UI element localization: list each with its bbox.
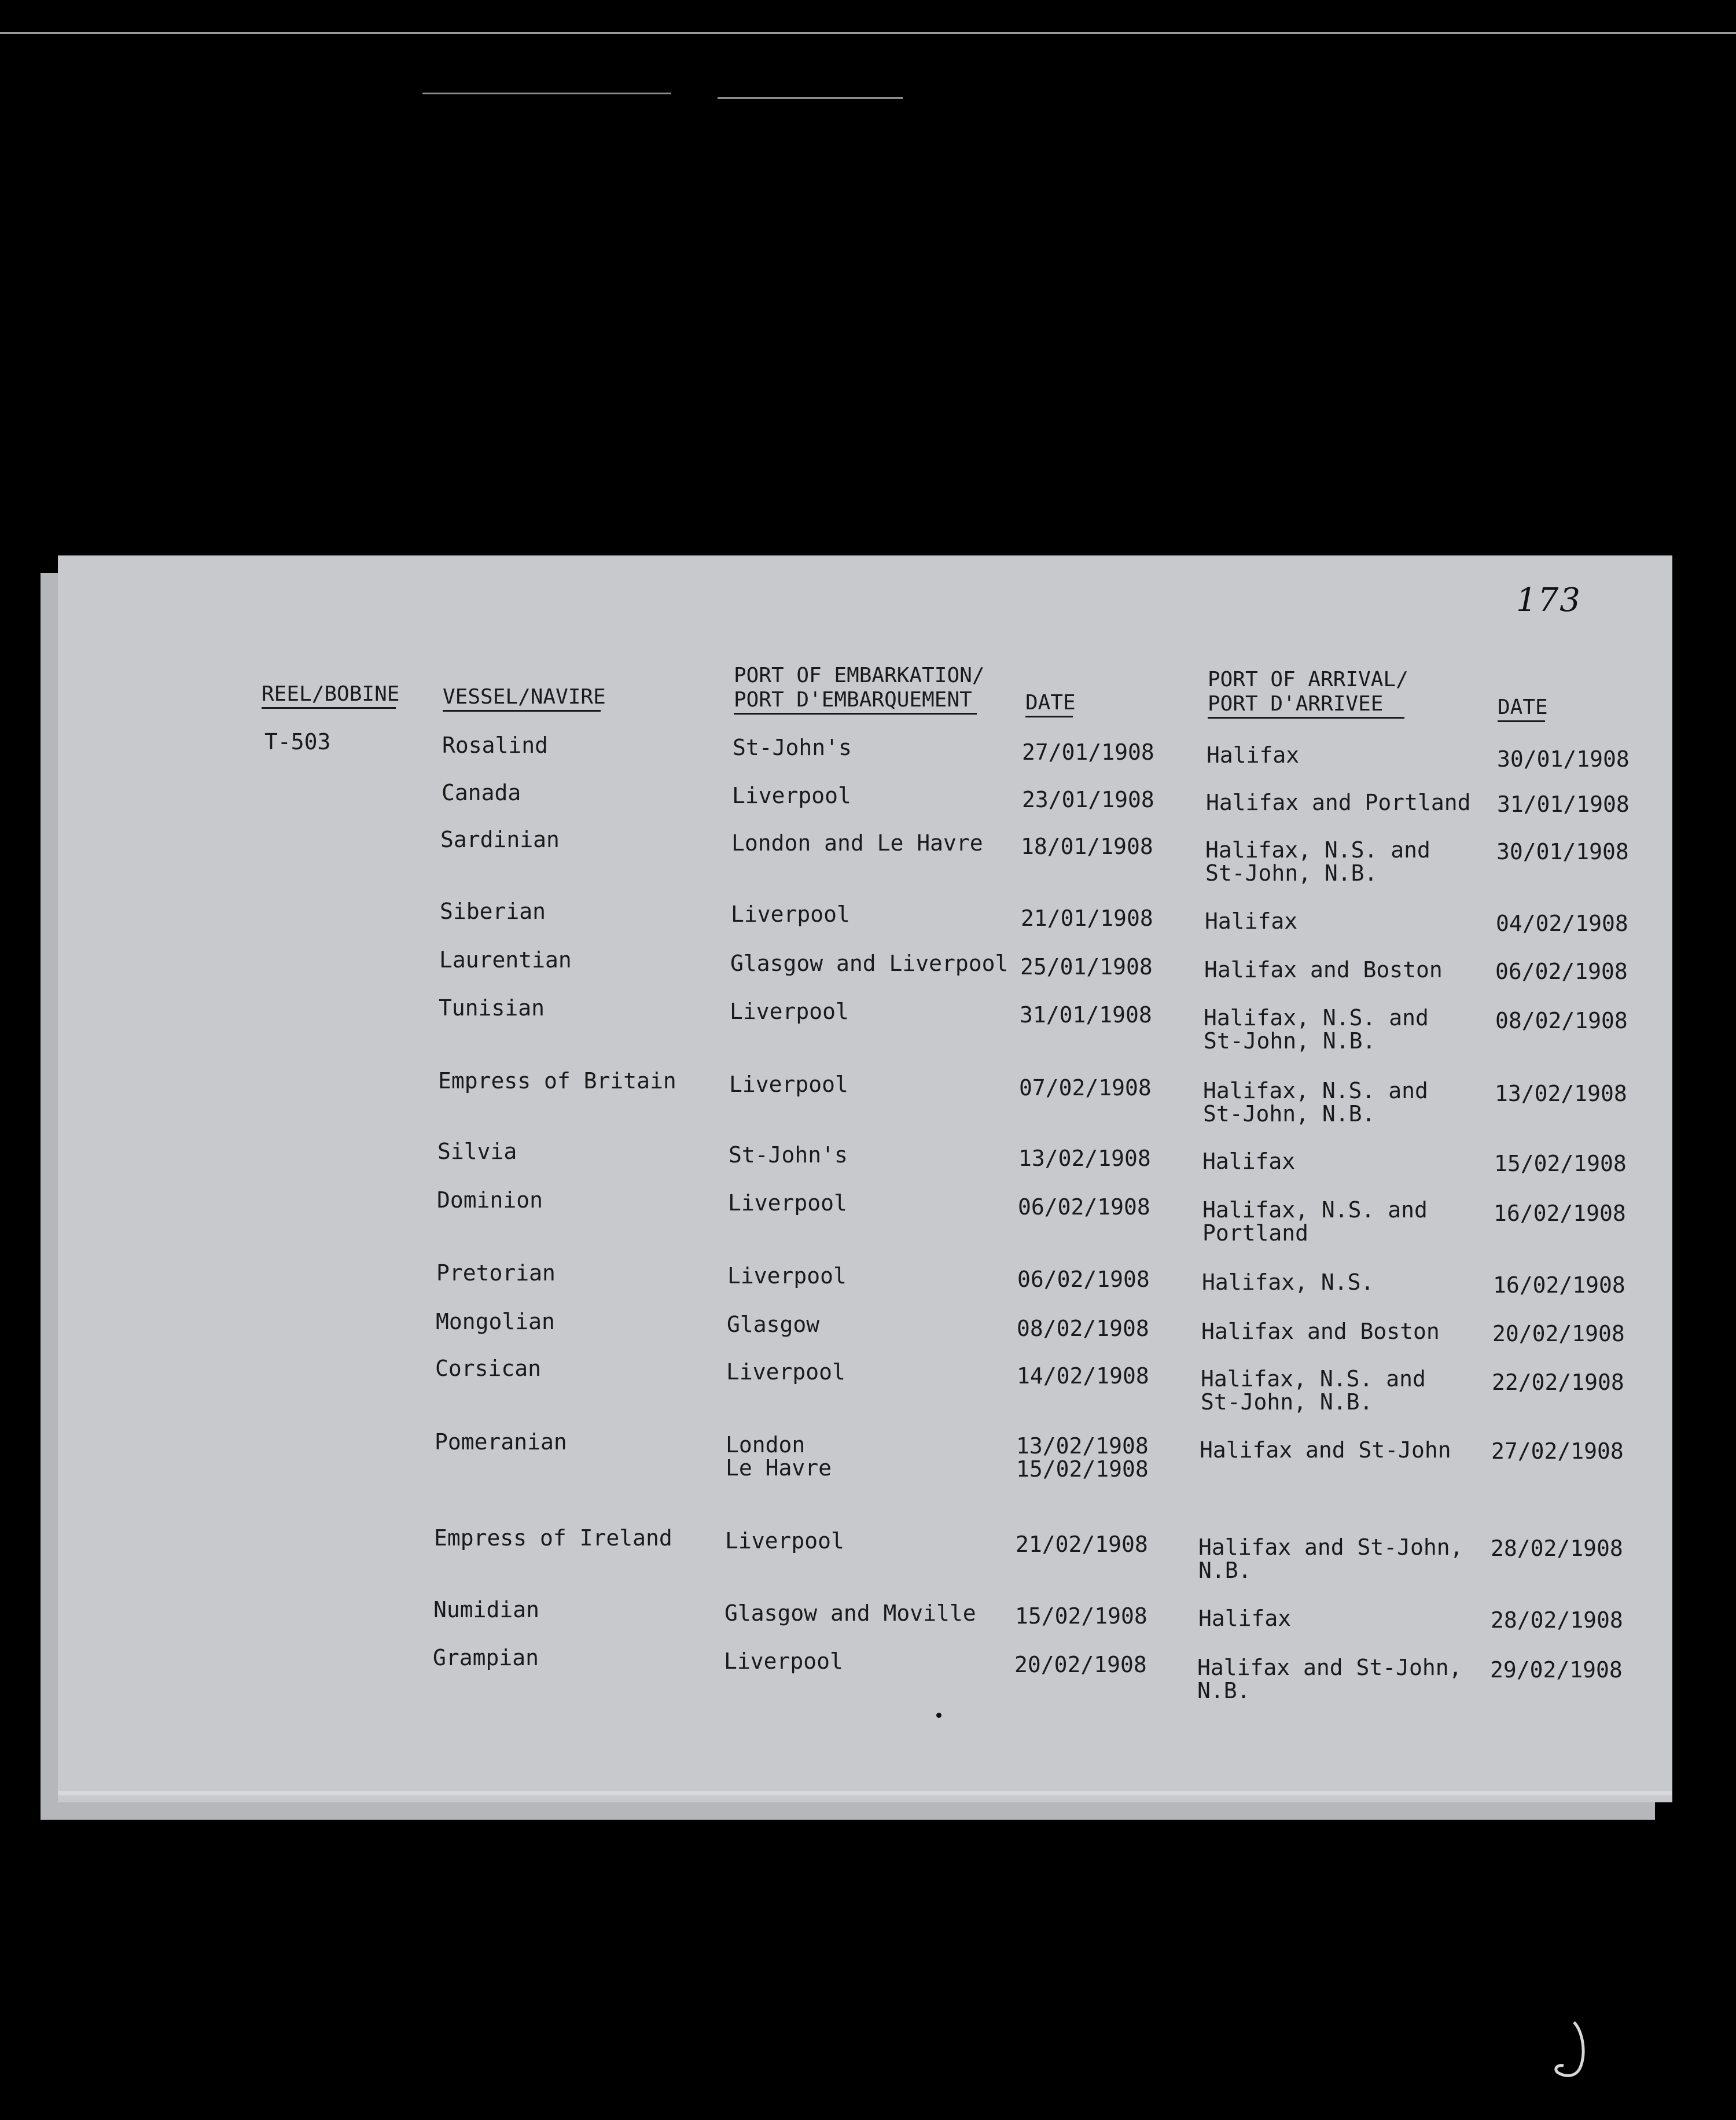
table-row-date-departure: 23/01/1908: [1022, 787, 1154, 812]
table-row-vessel: Rosalind: [442, 733, 549, 758]
table-row-date-departure: 20/02/1908: [1014, 1652, 1147, 1677]
table-row-arrival: Halifax and St-John, N.B.: [1197, 1655, 1462, 1703]
table-row-embark: Glasgow and Moville: [724, 1600, 976, 1626]
table-row-arrival: Halifax: [1198, 1606, 1292, 1631]
table-row-arrival: Halifax and St-John, N.B.: [1198, 1534, 1463, 1583]
table-row-date-arrival: 06/02/1908: [1495, 959, 1628, 984]
table-row-date-arrival: 13/02/1908: [1495, 1081, 1627, 1106]
table-row-embark: St-John's: [733, 735, 852, 760]
table-row-date-departure: 18/01/1908: [1021, 834, 1153, 859]
table-row-vessel: Grampian: [433, 1645, 539, 1670]
sheet-bottom-edge: [58, 1791, 1672, 1795]
header-date-arrival: DATE: [1498, 695, 1548, 719]
table-row-date-arrival: 28/02/1908: [1491, 1607, 1623, 1633]
table-row-arrival: Halifax: [1205, 908, 1298, 934]
scan-artifact-line: [718, 97, 903, 99]
table-row-embark: Liverpool: [725, 1528, 844, 1554]
table-row-vessel: Empress of Britain: [438, 1068, 676, 1094]
table-row-vessel: Tunisian: [439, 995, 545, 1021]
table-row-arrival: Halifax: [1207, 742, 1300, 768]
table-row-vessel: Pomeranian: [435, 1429, 567, 1455]
header-date-arrival-underline: [1498, 720, 1545, 722]
table-row-date-arrival: 27/02/1908: [1491, 1438, 1624, 1464]
table-row-date-arrival: 08/02/1908: [1495, 1008, 1628, 1033]
table-row-arrival: Halifax and Portland: [1206, 790, 1471, 815]
table-row-arrival: Halifax and Boston: [1204, 957, 1443, 982]
table-row-date-arrival: 04/02/1908: [1496, 911, 1628, 936]
scan-top-rule: [0, 32, 1736, 34]
table-row-date-departure: 21/01/1908: [1021, 906, 1153, 931]
ink-speck: [936, 1713, 941, 1718]
table-row-vessel: Corsican: [435, 1356, 542, 1381]
table-row-vessel: Dominion: [437, 1187, 543, 1213]
table-row-embark: Glasgow and Liverpool: [730, 951, 1009, 976]
table-row-date-arrival: 30/01/1908: [1497, 746, 1630, 772]
table-row-date-arrival: 22/02/1908: [1492, 1370, 1624, 1395]
table-row-arrival: Halifax, N.S. and St-John, N.B.: [1201, 1366, 1426, 1415]
header-reel-underline: [262, 707, 396, 709]
table-row-date-departure: 21/02/1908: [1016, 1532, 1148, 1557]
table-row-date-departure: 13/02/1908: [1018, 1146, 1151, 1171]
table-row-embark: St-John's: [729, 1142, 848, 1168]
table-row-date-arrival: 20/02/1908: [1492, 1321, 1625, 1346]
header-date-departure-underline: [1025, 716, 1073, 717]
corner-scribble-mark: [1551, 2019, 1591, 2083]
table-row-arrival: Halifax, N.S. and Portland: [1202, 1197, 1428, 1246]
table-row-embark: Liverpool: [729, 1072, 848, 1097]
table-row-date-arrival: 30/01/1908: [1496, 839, 1629, 864]
table-row-vessel: Siberian: [440, 899, 546, 924]
table-row-arrival: Halifax, N.S. and St-John, N.B.: [1203, 1078, 1428, 1127]
table-row-embark: Liverpool: [730, 999, 849, 1024]
header-embark-line1: PORT OF EMBARKATION/: [734, 664, 985, 687]
table-row-embark: Liverpool: [724, 1648, 843, 1674]
header-embark-line2: PORT D'EMBARQUEMENT: [734, 688, 972, 712]
table-row-arrival: Halifax and Boston: [1201, 1319, 1440, 1344]
table-row-date-arrival: 31/01/1908: [1497, 792, 1630, 817]
table-row-vessel: Pretorian: [436, 1260, 556, 1286]
table-row-date-arrival: 28/02/1908: [1491, 1536, 1623, 1561]
table-row-arrival: Halifax, N.S.: [1202, 1269, 1374, 1295]
scan-artifact-line: [422, 93, 671, 94]
table-row-vessel: Silvia: [437, 1139, 517, 1164]
table-row-vessel: Laurentian: [439, 947, 572, 973]
table-row-arrival: Halifax, N.S. and St-John, N.B.: [1205, 837, 1430, 886]
table-row-date-arrival: 29/02/1908: [1490, 1657, 1623, 1683]
header-reel: REEL/BOBINE: [262, 682, 400, 706]
table-row-date-departure: 27/01/1908: [1022, 739, 1154, 765]
table-row-date-departure: 15/02/1908: [1015, 1603, 1147, 1629]
table-row-embark: Liverpool: [728, 1190, 847, 1216]
header-vessel: VESSEL/NAVIRE: [443, 685, 606, 709]
table-row-date-departure: 07/02/1908: [1019, 1075, 1152, 1101]
reel-number: T-503: [264, 729, 331, 754]
table-row-arrival: Halifax and St-John: [1200, 1437, 1451, 1463]
table-row-embark: Liverpool: [726, 1359, 845, 1385]
header-arrival-line2: PORT D'ARRIVEE: [1208, 692, 1384, 716]
table-row-embark: Liverpool: [727, 1263, 847, 1289]
header-date-departure: DATE: [1025, 691, 1076, 715]
table-row-arrival: Halifax: [1202, 1149, 1296, 1174]
table-row-embark: Liverpool: [731, 901, 850, 927]
table-row-embark: Glasgow: [727, 1312, 820, 1337]
table-row-vessel: Mongolian: [436, 1309, 555, 1334]
page-number: 173: [1516, 581, 1581, 619]
table-row-date-arrival: 15/02/1908: [1494, 1151, 1627, 1176]
table-row-vessel: Canada: [442, 780, 521, 805]
table-row-embark: London Le Havre: [726, 1432, 832, 1481]
table-row-date-departure: 06/02/1908: [1018, 1194, 1150, 1220]
table-row-date-departure: 08/02/1908: [1017, 1316, 1149, 1341]
table-row-date-arrival: 16/02/1908: [1493, 1272, 1625, 1298]
table-row-vessel: Sardinian: [440, 827, 560, 852]
table-row-date-departure: 14/02/1908: [1017, 1363, 1149, 1389]
table-row-date-departure: 25/01/1908: [1020, 954, 1153, 980]
header-embark-underline: [734, 713, 977, 715]
table-row-vessel: Numidian: [433, 1597, 540, 1622]
header-vessel-underline: [443, 710, 601, 712]
table-row-arrival: Halifax, N.S. and St-John, N.B.: [1204, 1005, 1429, 1054]
table-row-embark: Liverpool: [732, 783, 851, 808]
header-arrival-line1: PORT OF ARRIVAL/: [1208, 668, 1408, 691]
table-row-date-departure: 13/02/1908 15/02/1908: [1016, 1433, 1149, 1482]
table-row-embark: London and Le Havre: [731, 830, 983, 856]
table-row-vessel: Empress of Ireland: [434, 1525, 672, 1551]
table-row-date-departure: 31/01/1908: [1020, 1002, 1152, 1028]
table-row-date-arrival: 16/02/1908: [1494, 1201, 1626, 1226]
table-row-date-departure: 06/02/1908: [1017, 1267, 1150, 1292]
header-arrival-underline: [1208, 717, 1404, 719]
